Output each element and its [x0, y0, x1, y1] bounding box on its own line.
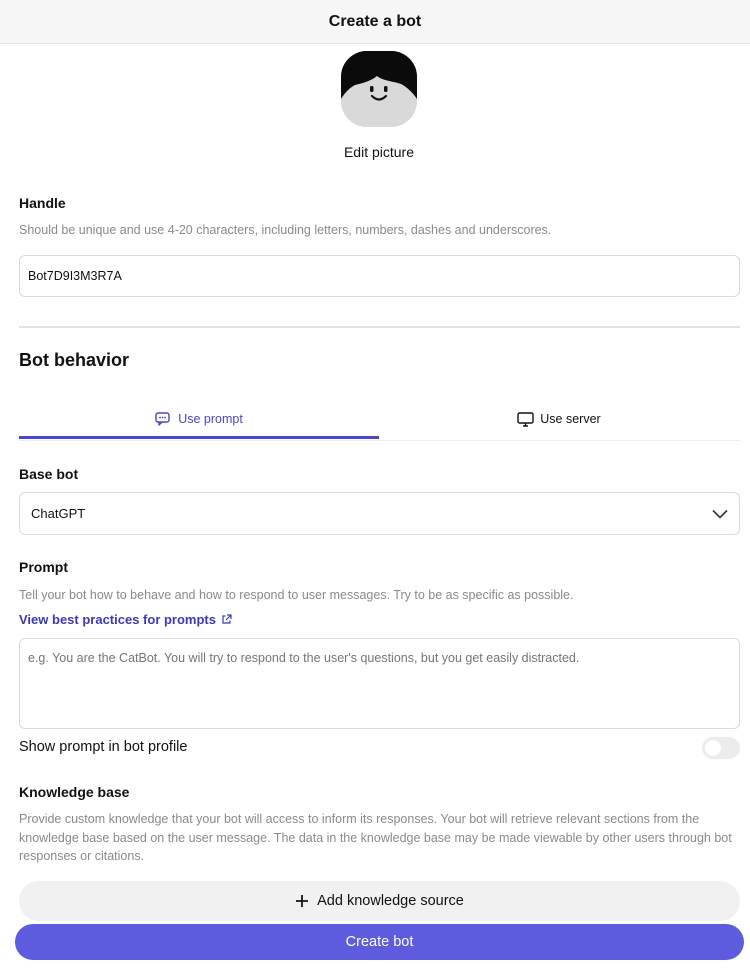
add-knowledge-source-label: Add knowledge source [317, 893, 464, 909]
handle-label: Handle [19, 195, 66, 211]
handle-input[interactable] [19, 255, 740, 297]
tab-use-server-label: Use server [540, 412, 601, 426]
base-bot-label: Base bot [19, 466, 79, 482]
tab-use-prompt[interactable] [19, 398, 379, 440]
section-divider [19, 326, 740, 328]
avatar-face-icon [341, 51, 417, 127]
best-practices-link-label: View best practices for prompts [19, 612, 216, 627]
knowledge-base-help-text: Provide custom knowledge that your bot will access to inform its responses. Your bot will retrieve relevant sections from the knowledge base based on the user message. The data in the knowledge base may be made viewable by other users through bot responses or citations. [19, 812, 732, 863]
prompt-label: Prompt [19, 559, 68, 575]
best-practices-link[interactable] [19, 612, 232, 627]
edit-picture-link[interactable]: Edit picture [343, 144, 415, 160]
active-tab-indicator [19, 436, 379, 439]
knowledge-base-label: Knowledge base [19, 784, 130, 800]
show-prompt-toggle[interactable] [702, 737, 740, 759]
create-bot-button[interactable] [15, 924, 744, 960]
prompt-help-text: Tell your bot how to behave and how to respond to user messages. Try to be as specific as possible. [19, 588, 574, 602]
plus-icon [295, 894, 309, 908]
tab-use-prompt-label: Use prompt [178, 412, 243, 426]
page-title: Create a bot [328, 12, 422, 30]
avatar[interactable] [341, 51, 417, 127]
monitor-icon [517, 412, 534, 427]
toggle-knob [705, 740, 721, 756]
show-prompt-label: Show prompt in bot profile [19, 739, 188, 755]
external-link-icon [221, 614, 232, 625]
chevron-down-icon [712, 509, 728, 519]
chat-bubble-icon [155, 412, 172, 427]
top-bar [0, 0, 750, 44]
prompt-textarea[interactable] [19, 638, 740, 729]
bot-behavior-title: Bot behavior [19, 350, 130, 370]
behavior-tabs [19, 398, 740, 441]
base-bot-select[interactable] [19, 492, 740, 535]
handle-help-text: Should be unique and use 4-20 characters, including letters, numbers, dashes and underscores. [19, 223, 552, 237]
tab-use-server[interactable] [379, 398, 739, 440]
base-bot-value: ChatGPT [31, 506, 86, 521]
create-bot-label: Create bot [345, 934, 414, 950]
add-knowledge-source-button[interactable] [19, 881, 740, 921]
